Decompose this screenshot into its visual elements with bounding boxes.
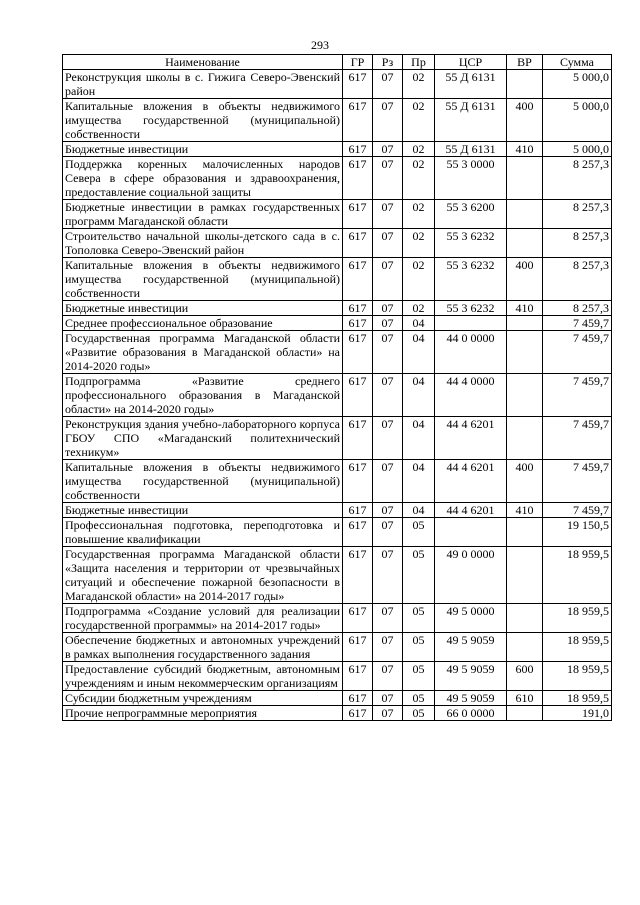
cell-sum: 8 257,3: [543, 258, 612, 301]
cell-sum: 18 959,5: [543, 662, 612, 691]
cell-name: Среднее профессиональное образование: [63, 316, 343, 331]
table-row: [63, 662, 612, 691]
cell-csr: 49 0 0000: [435, 547, 507, 604]
cell-sum: 8 257,3: [543, 200, 612, 229]
cell-vr: [507, 547, 543, 604]
table-row: [63, 503, 612, 518]
cell-name: Капитальные вложения в объекты недвижимого имущества государственной (муниципальной) собственности: [63, 258, 343, 301]
header-row: [63, 55, 612, 70]
page-number: 293: [311, 38, 329, 52]
cell-sum: 5 000,0: [543, 99, 612, 142]
cell-rz: 07: [373, 316, 403, 331]
cell-gr: 617: [343, 316, 373, 331]
cell-rz: 07: [373, 157, 403, 200]
table-row: [63, 229, 612, 258]
cell-rz: 07: [373, 604, 403, 633]
cell-rz: 07: [373, 547, 403, 604]
cell-vr: [507, 200, 543, 229]
cell-csr: 44 4 6201: [435, 503, 507, 518]
cell-name: Реконструкция школы в с. Гижига Северо-Эвенский район: [63, 70, 343, 99]
cell-rz: 07: [373, 417, 403, 460]
cell-csr: 44 0 0000: [435, 331, 507, 374]
cell-name: Бюджетные инвестиции: [63, 142, 343, 157]
cell-gr: 617: [343, 547, 373, 604]
cell-rz: 07: [373, 142, 403, 157]
table-row: [63, 200, 612, 229]
cell-csr: 55 Д 6131: [435, 70, 507, 99]
cell-gr: 617: [343, 503, 373, 518]
cell-sum: 7 459,7: [543, 374, 612, 417]
cell-name: Бюджетные инвестиции: [63, 301, 343, 316]
cell-gr: 617: [343, 604, 373, 633]
cell-csr: 49 5 0000: [435, 604, 507, 633]
cell-gr: 617: [343, 706, 373, 721]
cell-gr: 617: [343, 633, 373, 662]
cell-vr: 400: [507, 99, 543, 142]
cell-gr: 617: [343, 258, 373, 301]
cell-name: Подпрограмма «Развитие среднего профессионального образования в Магаданской области» на 2014-2020 годы»: [63, 374, 343, 417]
header-sum: Сумма: [543, 55, 612, 70]
cell-pr: 04: [403, 503, 435, 518]
cell-sum: 18 959,5: [543, 547, 612, 604]
cell-sum: 18 959,5: [543, 604, 612, 633]
table-row: [63, 706, 612, 721]
table-row: [63, 691, 612, 706]
cell-name: Бюджетные инвестиции: [63, 503, 343, 518]
cell-rz: 07: [373, 200, 403, 229]
cell-vr: [507, 316, 543, 331]
cell-gr: 617: [343, 229, 373, 258]
cell-rz: 07: [373, 301, 403, 316]
cell-vr: [507, 633, 543, 662]
cell-pr: 02: [403, 229, 435, 258]
cell-pr: 04: [403, 316, 435, 331]
table-row: [63, 301, 612, 316]
cell-name: Поддержка коренных малочисленных народов Севера в сфере образования и здравоохранения, предоставление социальной защиты: [63, 157, 343, 200]
table-body: [63, 70, 612, 721]
cell-name: Бюджетные инвестиции в рамках государственных программ Магаданской области: [63, 200, 343, 229]
table-row: [63, 316, 612, 331]
cell-sum: 7 459,7: [543, 503, 612, 518]
cell-rz: 07: [373, 691, 403, 706]
cell-gr: 617: [343, 417, 373, 460]
cell-pr: 05: [403, 547, 435, 604]
cell-sum: 5 000,0: [543, 70, 612, 99]
cell-csr: 44 4 6201: [435, 460, 507, 503]
cell-rz: 07: [373, 229, 403, 258]
cell-gr: 617: [343, 518, 373, 547]
cell-name: Государственная программа Магаданской области «Развитие образования в Магаданской области» на 2014-2020 годы»: [63, 331, 343, 374]
cell-vr: [507, 70, 543, 99]
cell-rz: 07: [373, 331, 403, 374]
cell-vr: 400: [507, 460, 543, 503]
cell-name: Капитальные вложения в объекты недвижимого имущества государственной (муниципальной) собственности: [63, 99, 343, 142]
cell-rz: 07: [373, 662, 403, 691]
cell-gr: 617: [343, 301, 373, 316]
cell-pr: 04: [403, 374, 435, 417]
cell-vr: [507, 706, 543, 721]
table-row: [63, 604, 612, 633]
cell-vr: [507, 331, 543, 374]
table-row: [63, 374, 612, 417]
header-csr: ЦСР: [435, 55, 507, 70]
table-row: [63, 633, 612, 662]
cell-sum: 8 257,3: [543, 157, 612, 200]
cell-sum: 18 959,5: [543, 691, 612, 706]
cell-sum: 5 000,0: [543, 142, 612, 157]
cell-name: Капитальные вложения в объекты недвижимого имущества государственной (муниципальной) собственности: [63, 460, 343, 503]
table-row: [63, 518, 612, 547]
cell-name: Подпрограмма «Создание условий для реализации государственной программы» на 2014-2017 годы»: [63, 604, 343, 633]
cell-vr: [507, 417, 543, 460]
cell-csr: 49 5 9059: [435, 691, 507, 706]
cell-pr: 04: [403, 417, 435, 460]
cell-pr: 05: [403, 518, 435, 547]
cell-pr: 02: [403, 157, 435, 200]
cell-csr: 44 4 0000: [435, 374, 507, 417]
cell-sum: 19 150,5: [543, 518, 612, 547]
table-row: [63, 417, 612, 460]
cell-gr: 617: [343, 142, 373, 157]
cell-csr: 55 Д 6131: [435, 99, 507, 142]
cell-pr: 04: [403, 331, 435, 374]
cell-sum: 18 959,5: [543, 633, 612, 662]
header-gr: ГР: [343, 55, 373, 70]
table-row: [63, 157, 612, 200]
cell-sum: 191,0: [543, 706, 612, 721]
cell-vr: 400: [507, 258, 543, 301]
table-row: [63, 99, 612, 142]
cell-pr: 04: [403, 460, 435, 503]
cell-csr: 55 3 0000: [435, 157, 507, 200]
cell-pr: 02: [403, 200, 435, 229]
cell-vr: [507, 604, 543, 633]
cell-csr: 55 3 6232: [435, 301, 507, 316]
table-row: [63, 460, 612, 503]
cell-csr: 55 3 6200: [435, 200, 507, 229]
cell-gr: 617: [343, 331, 373, 374]
cell-csr: [435, 518, 507, 547]
cell-name: Строительство начальной школы-детского сада в с. Тополовка Северо-Эвенский район: [63, 229, 343, 258]
cell-sum: 7 459,7: [543, 460, 612, 503]
cell-rz: 07: [373, 99, 403, 142]
cell-gr: 617: [343, 200, 373, 229]
table-row: [63, 258, 612, 301]
cell-rz: 07: [373, 633, 403, 662]
cell-gr: 617: [343, 460, 373, 503]
cell-gr: 617: [343, 99, 373, 142]
cell-vr: 600: [507, 662, 543, 691]
cell-vr: [507, 374, 543, 417]
table-row: [63, 70, 612, 99]
cell-name: Прочие непрограммные мероприятия: [63, 706, 343, 721]
cell-name: Государственная программа Магаданской области «Защита населения и территории от чрезвычайных ситуаций и обеспечение пожарной безопасности в Магаданской области» на 2014-2017 годы»: [63, 547, 343, 604]
cell-name: Предоставление субсидий бюджетным, автономным учреждениям и иным некоммерческим организациям: [63, 662, 343, 691]
cell-csr: 49 5 9059: [435, 633, 507, 662]
cell-gr: 617: [343, 70, 373, 99]
table-row: [63, 331, 612, 374]
cell-csr: 55 3 6232: [435, 258, 507, 301]
cell-rz: 07: [373, 503, 403, 518]
cell-pr: 02: [403, 70, 435, 99]
cell-sum: 7 459,7: [543, 316, 612, 331]
cell-rz: 07: [373, 70, 403, 99]
cell-gr: 617: [343, 157, 373, 200]
cell-pr: 02: [403, 258, 435, 301]
cell-csr: [435, 316, 507, 331]
cell-pr: 02: [403, 99, 435, 142]
cell-sum: 8 257,3: [543, 301, 612, 316]
cell-rz: 07: [373, 706, 403, 721]
cell-vr: 410: [507, 301, 543, 316]
cell-csr: 55 Д 6131: [435, 142, 507, 157]
cell-vr: 610: [507, 691, 543, 706]
cell-csr: 49 5 9059: [435, 662, 507, 691]
cell-csr: 66 0 0000: [435, 706, 507, 721]
table-row: [63, 547, 612, 604]
cell-rz: 07: [373, 258, 403, 301]
header-name: Наименование: [63, 55, 343, 70]
cell-vr: 410: [507, 142, 543, 157]
header-vr: ВР: [507, 55, 543, 70]
cell-name: Профессиональная подготовка, переподготовка и повышение квалификации: [63, 518, 343, 547]
budget-table: [62, 54, 612, 721]
cell-vr: [507, 518, 543, 547]
cell-name: Обеспечение бюджетных и автономных учреждений в рамках выполнения государственного задания: [63, 633, 343, 662]
cell-rz: 07: [373, 374, 403, 417]
header-rz: Рз: [373, 55, 403, 70]
header-pr: Пр: [403, 55, 435, 70]
cell-name: Реконструкция здания учебно-лабораторного корпуса ГБОУ СПО «Магаданский политехнический техникум»: [63, 417, 343, 460]
cell-rz: 07: [373, 460, 403, 503]
cell-csr: 55 3 6232: [435, 229, 507, 258]
cell-rz: 07: [373, 518, 403, 547]
cell-name: Субсидии бюджетным учреждениям: [63, 691, 343, 706]
cell-vr: [507, 229, 543, 258]
table-row: [63, 142, 612, 157]
cell-pr: 05: [403, 662, 435, 691]
cell-vr: [507, 157, 543, 200]
cell-pr: 05: [403, 633, 435, 662]
cell-gr: 617: [343, 691, 373, 706]
cell-pr: 05: [403, 604, 435, 633]
cell-sum: 8 257,3: [543, 229, 612, 258]
cell-csr: 44 4 6201: [435, 417, 507, 460]
cell-gr: 617: [343, 662, 373, 691]
cell-pr: 02: [403, 301, 435, 316]
cell-vr: 410: [507, 503, 543, 518]
table-header: [63, 55, 612, 70]
cell-gr: 617: [343, 374, 373, 417]
cell-pr: 05: [403, 706, 435, 721]
cell-sum: 7 459,7: [543, 417, 612, 460]
cell-pr: 02: [403, 142, 435, 157]
cell-pr: 05: [403, 691, 435, 706]
cell-sum: 7 459,7: [543, 331, 612, 374]
